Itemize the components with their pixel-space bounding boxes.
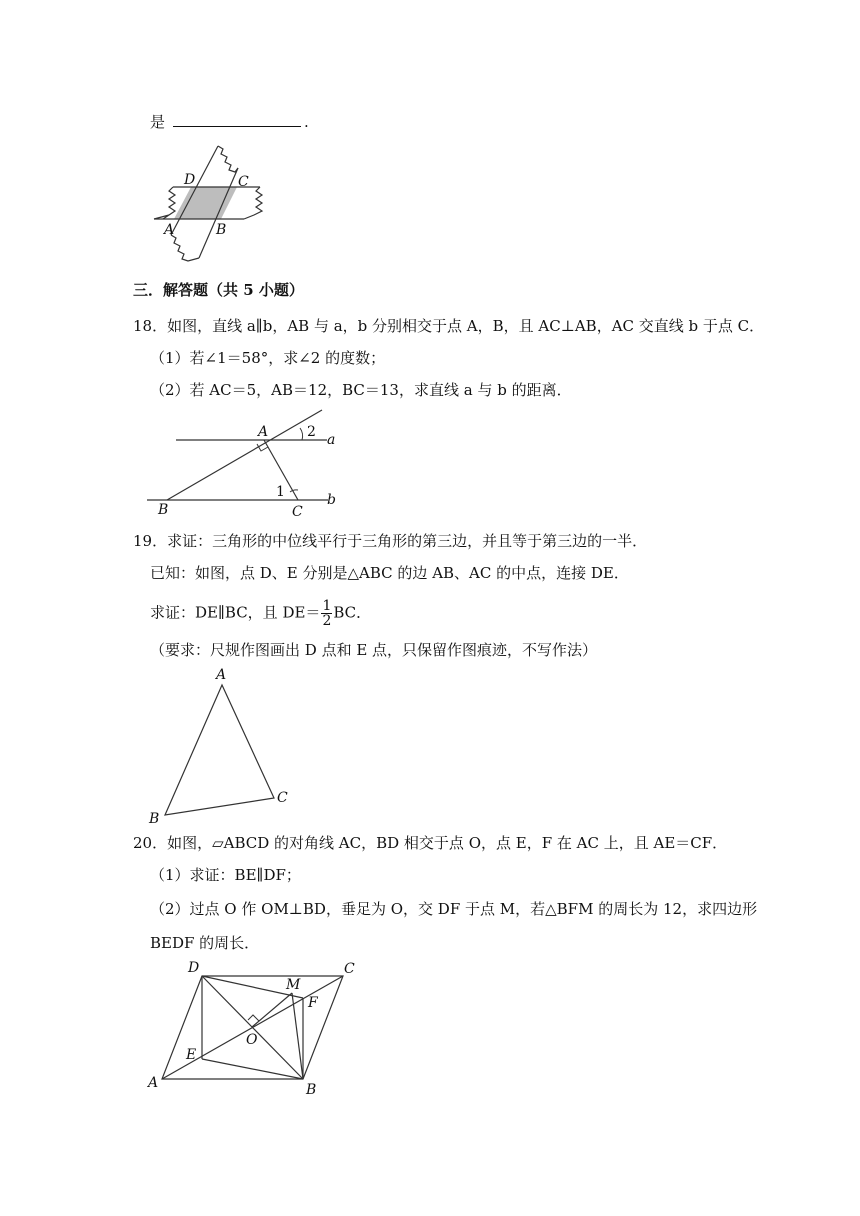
q18-label-C: C: [292, 504, 303, 520]
q18-part1: （1）若∠1＝58°，求∠2 的度数；: [150, 349, 386, 367]
q18-figure: [140, 380, 350, 520]
q19-figure: [145, 665, 295, 825]
q20-label-O: O: [246, 1032, 258, 1048]
q20-part2-line2: BEDF 的周长．: [150, 934, 260, 952]
q20-label-M: M: [286, 977, 301, 993]
q19-stem: 19．求证：三角形的中位线平行于三角形的第三边，并且等于第三边的一半．: [133, 532, 648, 550]
q17-label-B: B: [216, 222, 227, 238]
q19-given: 已知：如图，点 D、E 分别是△ABC 的边 AB、AC 的中点，连接 DE．: [150, 564, 629, 582]
q18-label-b: b: [327, 492, 336, 508]
q20-label-C: C: [344, 961, 355, 977]
q18-angle-2: 2: [307, 424, 316, 440]
q20-figure: [140, 955, 370, 1100]
q17-label-C: C: [238, 174, 249, 190]
q18-stem: 18．如图，直线 a∥b，AB 与 a，b 分别相交于点 A，B，且 AC⊥AB，AC 交直线 b 于点 C．: [133, 317, 765, 335]
q17-label-A: A: [164, 222, 175, 238]
q18-label-B: B: [158, 502, 169, 518]
q20-label-E: E: [186, 1047, 197, 1063]
section3-heading: 三．解答题（共 5 小题）: [133, 281, 304, 299]
q20-part2-line1: （2）过点 O 作 OM⊥BD，垂足为 O，交 DF 于点 M，若△BFM 的周长为 12，求四边形: [150, 900, 758, 918]
q18-angle-1: 1: [276, 484, 285, 500]
q19-prove: 求证：DE∥BC，且 DE＝ $\frac{1}{2}$ BC．: [150, 598, 372, 629]
q19-label-C: C: [277, 790, 288, 806]
q20-label-F: F: [308, 995, 318, 1011]
q19-requirement: （要求：尺规作图画出 D 点和 E 点，只保留作图痕迹，不写作法）: [150, 641, 598, 659]
q19-label-A: A: [216, 667, 227, 683]
q20-label-B: B: [306, 1082, 317, 1098]
q20-stem: 20．如图，▱ABCD 的对角线 AC，BD 相交于点 O，点 E，F 在 AC 上，且 AE＝CF．: [133, 834, 728, 852]
q17-figure: [140, 140, 280, 265]
q20-part1: （1）求证：BE∥DF；: [150, 866, 301, 884]
q18-label-a: a: [327, 432, 336, 448]
q18-part2: （2）若 AC＝5，AB＝12，BC＝13，求直线 a 与 b 的距离．: [150, 381, 572, 399]
q19-label-B: B: [149, 811, 160, 827]
q19-fraction-one-half: $\frac{1}{2}$: [322, 598, 332, 629]
q17-answer-line: 是 .: [150, 113, 309, 131]
q17-tail-text: 是: [150, 113, 166, 131]
q20-label-D: D: [188, 960, 200, 976]
q20-label-A: A: [148, 1075, 159, 1091]
q17-answer-blank[interactable]: [173, 114, 301, 127]
q18-label-A: A: [258, 424, 269, 440]
q17-label-D: D: [184, 172, 196, 188]
